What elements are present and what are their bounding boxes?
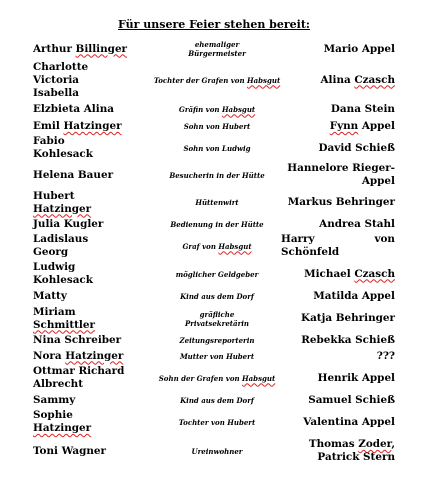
role-description (153, 216, 281, 232)
performer-name (281, 436, 395, 466)
text-segment: Miriam (33, 305, 76, 318)
text-segment: Mutter von Hubert (179, 351, 255, 361)
cast-row (33, 305, 395, 332)
role-description (153, 288, 281, 305)
text-segment: ehemaliger (194, 40, 240, 49)
character-name (33, 260, 153, 288)
performer-name (281, 135, 395, 161)
performer-name (281, 348, 395, 364)
text-segment: Appel (361, 175, 395, 187)
role-description (153, 100, 281, 118)
text-segment: Hannelore Rieger- (287, 162, 395, 174)
character-name (33, 436, 153, 466)
text-segment: Markus Behringer (287, 196, 395, 208)
cast-row (33, 288, 395, 305)
text-segment: Emil (33, 120, 64, 132)
text-segment: Ludwig (33, 261, 76, 273)
text-segment: Kind aus dem Dorf (180, 292, 254, 301)
text-segment: Gräfin von (178, 104, 222, 114)
text-segment: Bedienung in der Hütte (170, 219, 264, 229)
cast-row (33, 189, 395, 216)
cast-row (33, 348, 395, 364)
text-segment: Isabella (33, 86, 79, 99)
role-description (153, 392, 281, 408)
text-segment: Arthur (33, 42, 76, 55)
page-title: Für unsere Feier stehen bereit: (118, 18, 310, 31)
cast-row (33, 100, 395, 118)
cast-row (33, 38, 395, 60)
performer-name (281, 260, 395, 288)
text-segment: Sohn der Grafen von (158, 373, 243, 383)
character-name (33, 189, 153, 216)
text-segment: Charlotte (33, 60, 89, 73)
role-description (153, 260, 281, 288)
text-segment: Ottmar Richard (33, 365, 125, 377)
spellcheck-flagged-word: Habsgut (242, 373, 276, 383)
text-segment: gräfliche (199, 309, 235, 319)
character-name (33, 392, 153, 408)
spellcheck-flagged-word: Habsgut (218, 241, 252, 251)
performer-name (281, 392, 395, 408)
text-segment: Elzbieta Alina (33, 102, 114, 115)
character-name (33, 118, 153, 135)
character-name (33, 100, 153, 118)
character-name (33, 60, 153, 100)
spellcheck-flagged-word: Hatzinger (33, 422, 92, 434)
text-segment: Sohn von Ludwig (183, 143, 251, 153)
role-description (153, 118, 281, 135)
spellcheck-flagged-word: Fynn (329, 120, 359, 132)
text-segment: Alina (320, 73, 355, 86)
text-segment: Hüttenwirt (195, 198, 239, 207)
cast-row (33, 436, 395, 466)
text-segment: Albrecht (33, 378, 84, 390)
text-segment: Helena Bauer (33, 168, 114, 181)
text-segment: Kind aus dem Dorf (180, 395, 254, 405)
text-segment: Valentina Appel (303, 415, 395, 428)
text-segment: Appel (358, 120, 395, 132)
character-name (33, 408, 153, 436)
text-segment: Mario Appel (323, 42, 395, 55)
cast-row (33, 60, 395, 100)
text-segment: Bürgermeister (188, 49, 246, 58)
spellcheck-flagged-word: Hatzinger (33, 202, 92, 215)
role-description (153, 38, 281, 60)
text-segment: Katja Behringer (301, 312, 395, 324)
performer-name (281, 332, 395, 348)
text-segment: Fabio (33, 135, 65, 147)
spellcheck-flagged-word: Czasch (354, 73, 395, 86)
text-segment: Toni Wagner (33, 444, 106, 457)
performer-name (281, 408, 395, 436)
text-segment: Henrik Appel (317, 371, 395, 384)
cast-row (33, 232, 395, 260)
performer-name (281, 305, 395, 332)
text-segment: Dana Stein (330, 102, 395, 115)
performer-name (281, 100, 395, 118)
text-segment: Rebekka Schieß (301, 333, 395, 346)
text-segment: Hubert (33, 189, 75, 202)
text-segment: Graf von (182, 241, 219, 251)
spellcheck-flagged-word: Schmittler (33, 318, 95, 331)
text-segment: Ureinwohner (191, 446, 243, 456)
text-segment: Nora (33, 349, 66, 362)
character-name (33, 38, 153, 60)
text-segment: Privatsekretärin (184, 318, 250, 328)
performer-name (281, 161, 395, 189)
text-segment: ??? (376, 349, 395, 362)
cast-row (33, 161, 395, 189)
text-segment: Patrick Stern (317, 451, 395, 463)
cast-row (33, 332, 395, 348)
text-segment: Georg (33, 246, 69, 258)
character-name (33, 216, 153, 232)
text-segment: Sammy (33, 393, 76, 406)
text-segment: Victoria (33, 73, 80, 86)
text-segment: Harry von (281, 233, 395, 245)
performer-name (281, 364, 395, 392)
performer-name (281, 216, 395, 232)
text-segment: Matilda Appel (313, 290, 395, 302)
text-segment: Zeitungsreporterin (179, 335, 255, 345)
spellcheck-flagged-word: Hatzinger (63, 120, 122, 132)
cast-row (33, 216, 395, 232)
text-segment: Julia Kugler (33, 217, 104, 230)
cast-row (33, 408, 395, 436)
text-segment: Besucherin in der Hütte (169, 170, 265, 180)
role-description (153, 332, 281, 348)
role-description (153, 60, 281, 100)
spellcheck-flagged-word: Czasch (354, 267, 395, 280)
text-segment: Matty (33, 290, 67, 302)
spellcheck-flagged-word: Habsgut (221, 104, 256, 114)
character-name (33, 232, 153, 260)
text-segment: Nina Schreiber (33, 333, 122, 346)
text-segment: Samuel Schieß (308, 393, 395, 406)
text-segment: Thomas (308, 438, 359, 450)
role-description (153, 436, 281, 466)
role-description (153, 348, 281, 364)
performer-name (281, 118, 395, 135)
character-name (33, 288, 153, 305)
performer-name (281, 189, 395, 216)
character-name (33, 161, 153, 189)
character-name (33, 332, 153, 348)
cast-table (33, 38, 395, 466)
role-description (153, 161, 281, 189)
text-segment: Tochter der Grafen von (153, 75, 247, 85)
spellcheck-flagged-word: Zoder (358, 438, 392, 450)
text-segment: Andrea Stahl (319, 217, 395, 230)
text-segment: Tochter von Hubert (178, 417, 256, 427)
role-description (153, 408, 281, 436)
role-description (153, 305, 281, 332)
character-name (33, 305, 153, 332)
text-segment: Sohn von Hubert (183, 122, 251, 131)
text-segment: Schönfeld (281, 246, 340, 258)
text-segment: Ladislaus (33, 233, 89, 245)
cast-row (33, 118, 395, 135)
character-name (33, 135, 153, 161)
text-segment: Michael (304, 267, 355, 280)
performer-name (281, 60, 395, 100)
role-description (153, 189, 281, 216)
text-segment: Sophie (33, 409, 73, 421)
text-segment: möglicher Geldgeber (175, 269, 259, 279)
character-name (33, 364, 153, 392)
spellcheck-flagged-word: Habsgut (246, 75, 281, 85)
text-segment: Kohlesack (33, 148, 93, 160)
text-segment: Kohlesack (33, 274, 93, 286)
performer-name (281, 288, 395, 305)
role-description (153, 135, 281, 161)
performer-name (281, 38, 395, 60)
spellcheck-flagged-word: Billinger (75, 42, 128, 55)
role-description (153, 232, 281, 260)
cast-table-body (33, 38, 395, 466)
cast-row (33, 364, 395, 392)
cast-row (33, 135, 395, 161)
text-segment: , (391, 438, 395, 450)
role-description (153, 364, 281, 392)
cast-row (33, 260, 395, 288)
text-segment: David Schieß (318, 141, 395, 154)
character-name (33, 348, 153, 364)
spellcheck-flagged-word: Hatzinger (65, 349, 124, 362)
performer-name (281, 232, 395, 260)
cast-row (33, 392, 395, 408)
